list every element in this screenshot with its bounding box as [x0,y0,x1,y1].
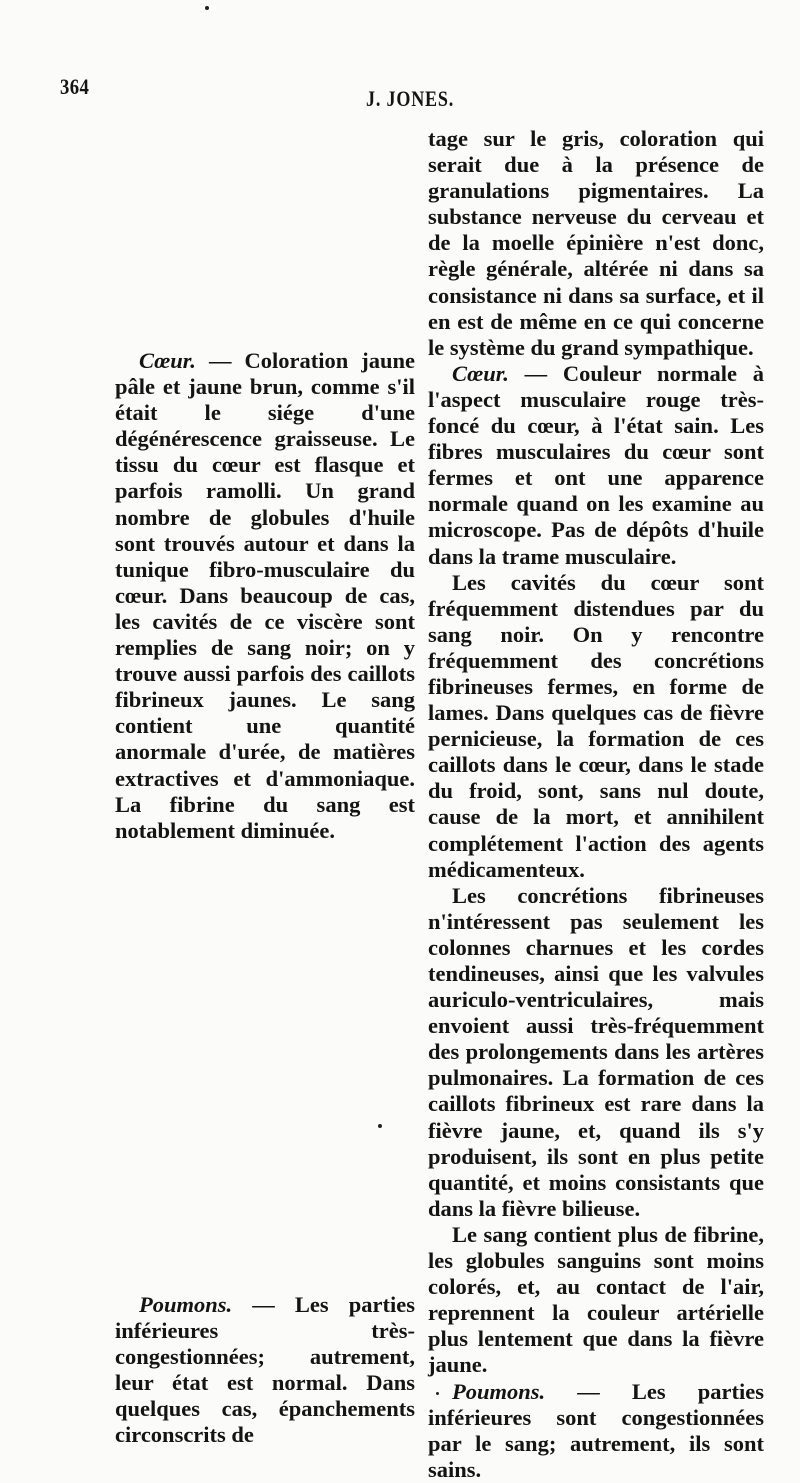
left-poumons-paragraph [115,1292,415,1449]
right-concretions-paragraph: Les concrétions fibrineuses n'intéressent pas seulement les colonnes charnues et les cordes tendineuses, ainsi que les valvules auriculo-ventriculaires, mais envoient aussi très-fréquemment des prolongements dans les artères pulmonaires. La formation de ces caillots fibrineux est rare dans la fièvre jaune, et, quand ils s'y produisent, ils sont en plus petite quantité, et moins consistants que dans la fièvre bilieuse. [428,882,764,1221]
left-poumons-heading: Poumons. [139,1292,233,1317]
left-poumons-block [115,1292,415,1449]
left-coeur-heading: Cœur. [139,348,196,373]
right-poumons-heading: Poumons. [452,1378,546,1404]
page-number: 364 [60,74,90,99]
right-coeur-text: — Couleur normale à l'aspect musculaire rouge très-foncé du cœur, à l'état sain. Les fibres musculaires du cœur sont fermes et ont une apparence normale quand on les examine au microscope. Pas de dépôts d'huile dans la trame musculaire. [428,360,764,569]
right-coeur-paragraph [428,361,764,570]
right-poumons-text: — Les parties inférieures sont congestionnées par le sang; autrement, ils sont sains. [428,1378,764,1482]
right-sang-paragraph: Le sang contient plus de fibrine, les globules sanguins sont moins colorés, et, au contact de l'air, reprennent la couleur artérielle plus lentement que dans la fièvre jaune. [428,1221,764,1378]
right-coeur-heading: Cœur. [452,360,509,386]
right-column [428,126,764,1483]
left-coeur-paragraph [115,348,415,844]
running-title: J. JONES. [366,86,455,111]
stray-mark-dot [378,1124,382,1128]
left-poumons-text: — Les parties inférieures très-congestionnées; autrement, leur état est normal. Dans quelques cas, épanchements circonscrits de [115,1292,415,1448]
right-cavites-paragraph: Les cavités du cœur sont fréquemment distendues par du sang noir. On y rencontre fréquemment des concrétions fibrineuses fermes, en forme de lames. Dans quelques cas de fièvre pernicieuse, la formation de ces caillots dans le cœur, dans le stade du froid, sont, sans nul doute, cause de la mort, et annihilent complétement l'action des agents médicamenteux. [428,569,764,882]
right-poumons-paragraph [428,1379,764,1483]
left-coeur-text: — Coloration jaune pâle et jaune brun, comme s'il était le siége d'une dégénérescence graisseuse. Le tissu du cœur est flasque et parfois ramolli. Un grand nombre de globules d'huile sont trouvés autour et dans la tunique fibro-musculaire du cœur. Dans beaucoup de cas, les cavités de ce viscère sont remplies de sang noir; on y trouve aussi parfois des caillots fibrineux jaunes. Le sang contient une quantité anormale d'urée, de matières extractives et d'ammoniaque. La fibrine du sang est notablement diminuée. [115,348,415,843]
stray-mark-dot [205,6,209,10]
right-intro-paragraph: tage sur le gris, coloration qui serait due à la présence de granulations pigmentaires. La substance nerveuse du cerveau et de la moelle épinière n'est donc, règle générale, altérée ni dans sa consistance ni dans sa surface, et il en est de même en ce qui concerne le système du grand sympathique. [428,126,764,360]
left-column [115,348,415,844]
